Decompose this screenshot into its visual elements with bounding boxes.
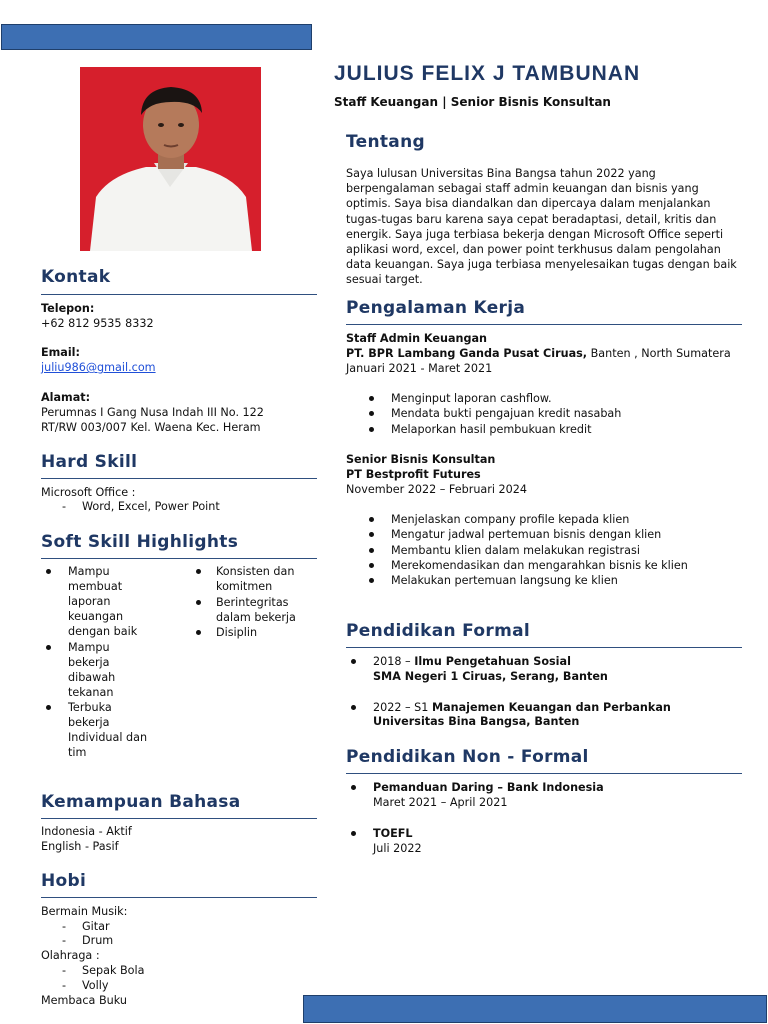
bullet-icon bbox=[196, 600, 201, 605]
bullet-icon bbox=[369, 563, 374, 568]
pengalaman-heading: Pengalaman Kerja bbox=[346, 298, 526, 318]
alamat-line-1: Perumnas I Gang Nusa Indah III No. 122 bbox=[41, 406, 264, 419]
top-accent-bar bbox=[1, 24, 312, 50]
dash-marker: - bbox=[62, 500, 67, 513]
bullet-icon bbox=[369, 427, 374, 432]
soft-skill-item: bekerja bbox=[68, 716, 110, 729]
edu-line bbox=[373, 700, 671, 715]
bullet-icon bbox=[369, 411, 374, 416]
soft-skill-item: tim bbox=[68, 746, 87, 759]
tentang-paragraph: Saya lulusan Universitas Bina Bangsa tahun 2022 yang berpengalaman sebagai staff admin keuangan dan bisnis yang optimis. Saya bisa diandalkan dan dipercaya dalam menjalankan tugas-tugas baru karena saya cepat beradaptasi, detail, kritis dan energik. Saya juga terbiasa bekerja dengan Microsoft Office seperti aplikasi word, excel, dan power point terkhusus dalam pengolahan data keuangan. Saya juga terbiasa menyelesaikan tugas dengan baik sesuai target. bbox=[346, 167, 737, 287]
email-link[interactable]: juliu986@gmail.com bbox=[41, 361, 156, 374]
bullet-icon bbox=[196, 569, 201, 574]
course-name: Pemanduan Daring – Bank Indonesia bbox=[373, 781, 604, 794]
soft-skill-item: Disiplin bbox=[216, 626, 258, 639]
pengalaman-rule bbox=[346, 324, 742, 325]
edu-school: Universitas Bina Bangsa, Banten bbox=[373, 715, 580, 728]
pendidikan-rule bbox=[346, 647, 742, 648]
course-name: TOEFL bbox=[373, 827, 413, 840]
soft-skill-item: Berintegritas bbox=[216, 596, 289, 609]
hobi-olahraga: Olahraga : bbox=[41, 949, 100, 962]
soft-skill-item: bekerja bbox=[68, 656, 110, 669]
bullet-icon bbox=[369, 578, 374, 583]
bullet-icon bbox=[351, 659, 356, 664]
bottom-accent-bar bbox=[303, 995, 767, 1023]
job-company: PT Bestprofit Futures bbox=[346, 468, 481, 481]
edu-field: Manajemen Keuangan dan Perbankan bbox=[431, 701, 671, 714]
job-duty: Menjelaskan company profile kepada klien bbox=[391, 513, 630, 526]
bullet-icon bbox=[46, 569, 51, 574]
person-portrait-icon bbox=[80, 67, 261, 251]
hard-skill-detail: Word, Excel, Power Point bbox=[82, 500, 220, 513]
job-role: Staff Admin Keuangan bbox=[346, 332, 487, 345]
job-role: Senior Bisnis Konsultan bbox=[346, 453, 496, 466]
bahasa-rule bbox=[41, 818, 317, 819]
bullet-icon bbox=[369, 548, 374, 553]
edu-field: Ilmu Pengetahuan Sosial bbox=[414, 655, 571, 668]
job-period: Januari 2021 - Maret 2021 bbox=[346, 362, 493, 375]
soft-skill-item: Mampu bbox=[68, 641, 110, 654]
alamat-label: Alamat: bbox=[41, 391, 91, 404]
job-duty: Merekomendasikan dan mengarahkan bisnis ke klien bbox=[391, 559, 688, 572]
kontak-rule bbox=[41, 294, 317, 295]
bullet-icon bbox=[46, 645, 51, 650]
edu-school: SMA Negeri 1 Ciruas, Serang, Banten bbox=[373, 670, 608, 683]
hobi-rule bbox=[41, 897, 317, 898]
hobi-item: Volly bbox=[82, 979, 109, 992]
soft-skill-item: Konsisten dan bbox=[216, 565, 295, 578]
soft-skill-item: komitmen bbox=[216, 580, 273, 593]
telepon-value: +62 812 9535 8332 bbox=[41, 317, 154, 330]
bullet-icon bbox=[369, 532, 374, 537]
bahasa-item: English - Pasif bbox=[41, 840, 119, 853]
hobi-heading: Hobi bbox=[41, 871, 87, 891]
job-location: Banten , North Sumatera bbox=[587, 347, 731, 360]
tentang-heading: Tentang bbox=[346, 132, 425, 152]
non-formal-heading: Pendidikan Non - Formal bbox=[346, 747, 589, 767]
edu-line bbox=[373, 654, 571, 669]
email-label: Email: bbox=[41, 346, 80, 359]
job-duty: Melaporkan hasil pembukuan kredit bbox=[391, 423, 592, 436]
soft-skill-rule bbox=[41, 558, 317, 559]
pendidikan-heading: Pendidikan Formal bbox=[346, 621, 530, 641]
dash-marker: - bbox=[62, 964, 67, 977]
job-company-line bbox=[346, 346, 731, 361]
bahasa-heading: Kemampuan Bahasa bbox=[41, 792, 241, 812]
job-period: November 2022 – Februari 2024 bbox=[346, 483, 528, 496]
bullet-icon bbox=[46, 705, 51, 710]
kontak-heading: Kontak bbox=[41, 267, 111, 287]
soft-skill-item: tekanan bbox=[68, 686, 114, 699]
bullet-icon bbox=[196, 630, 201, 635]
dash-marker: - bbox=[62, 920, 67, 933]
soft-skill-item: dalam bekerja bbox=[216, 611, 296, 624]
hobi-item: Sepak Bola bbox=[82, 964, 145, 977]
hobi-item: Gitar bbox=[82, 920, 110, 933]
bahasa-item: Indonesia - Aktif bbox=[41, 825, 132, 838]
edu-year: 2022 – S1 bbox=[373, 701, 432, 714]
course-period: Juli 2022 bbox=[373, 842, 422, 855]
job-duty: Membantu klien dalam melakukan registrasi bbox=[391, 544, 640, 557]
soft-skill-item: keuangan bbox=[68, 610, 124, 623]
hobi-item: Drum bbox=[82, 934, 114, 947]
bullet-icon bbox=[351, 831, 356, 836]
profile-photo bbox=[80, 67, 261, 251]
hard-skill-line: Microsoft Office : bbox=[41, 486, 136, 499]
soft-skill-item: laporan bbox=[68, 595, 111, 608]
candidate-subtitle: Staff Keuangan | Senior Bisnis Konsultan bbox=[334, 95, 611, 109]
job-duty: Mengatur jadwal pertemuan bisnis dengan klien bbox=[391, 528, 662, 541]
soft-skill-item: Terbuka bbox=[68, 701, 112, 714]
job-company: PT. BPR Lambang Ganda Pusat Ciruas, bbox=[346, 347, 588, 360]
bullet-icon bbox=[351, 705, 356, 710]
non-formal-rule bbox=[346, 773, 742, 774]
job-duty: Menginput laporan cashflow. bbox=[391, 392, 552, 405]
bullet-icon bbox=[351, 785, 356, 790]
hobi-baca: Membaca Buku bbox=[41, 994, 127, 1007]
job-duty: Melakukan pertemuan langsung ke klien bbox=[391, 574, 618, 587]
candidate-name: JULIUS FELIX J TAMBUNAN bbox=[334, 62, 641, 85]
soft-skill-item: Mampu bbox=[68, 565, 110, 578]
hard-skill-rule bbox=[41, 478, 317, 479]
bullet-icon bbox=[369, 517, 374, 522]
soft-skill-item: dengan baik bbox=[68, 625, 138, 638]
telepon-label: Telepon: bbox=[41, 302, 95, 315]
soft-skill-item: dibawah bbox=[68, 671, 116, 684]
bullet-icon bbox=[369, 396, 374, 401]
soft-skill-heading: Soft Skill Highlights bbox=[41, 532, 239, 552]
soft-skill-item: membuat bbox=[68, 580, 123, 593]
job-duty: Mendata bukti pengajuan kredit nasabah bbox=[391, 407, 622, 420]
dash-marker: - bbox=[62, 934, 67, 947]
hobi-musik: Bermain Musik: bbox=[41, 905, 128, 918]
dash-marker: - bbox=[62, 979, 67, 992]
hard-skill-heading: Hard Skill bbox=[41, 452, 138, 472]
alamat-line-2: RT/RW 003/007 Kel. Waena Kec. Heram bbox=[41, 421, 261, 434]
soft-skill-item: Individual dan bbox=[68, 731, 148, 744]
edu-year: 2018 – bbox=[373, 655, 415, 668]
course-period: Maret 2021 – April 2021 bbox=[373, 796, 508, 809]
